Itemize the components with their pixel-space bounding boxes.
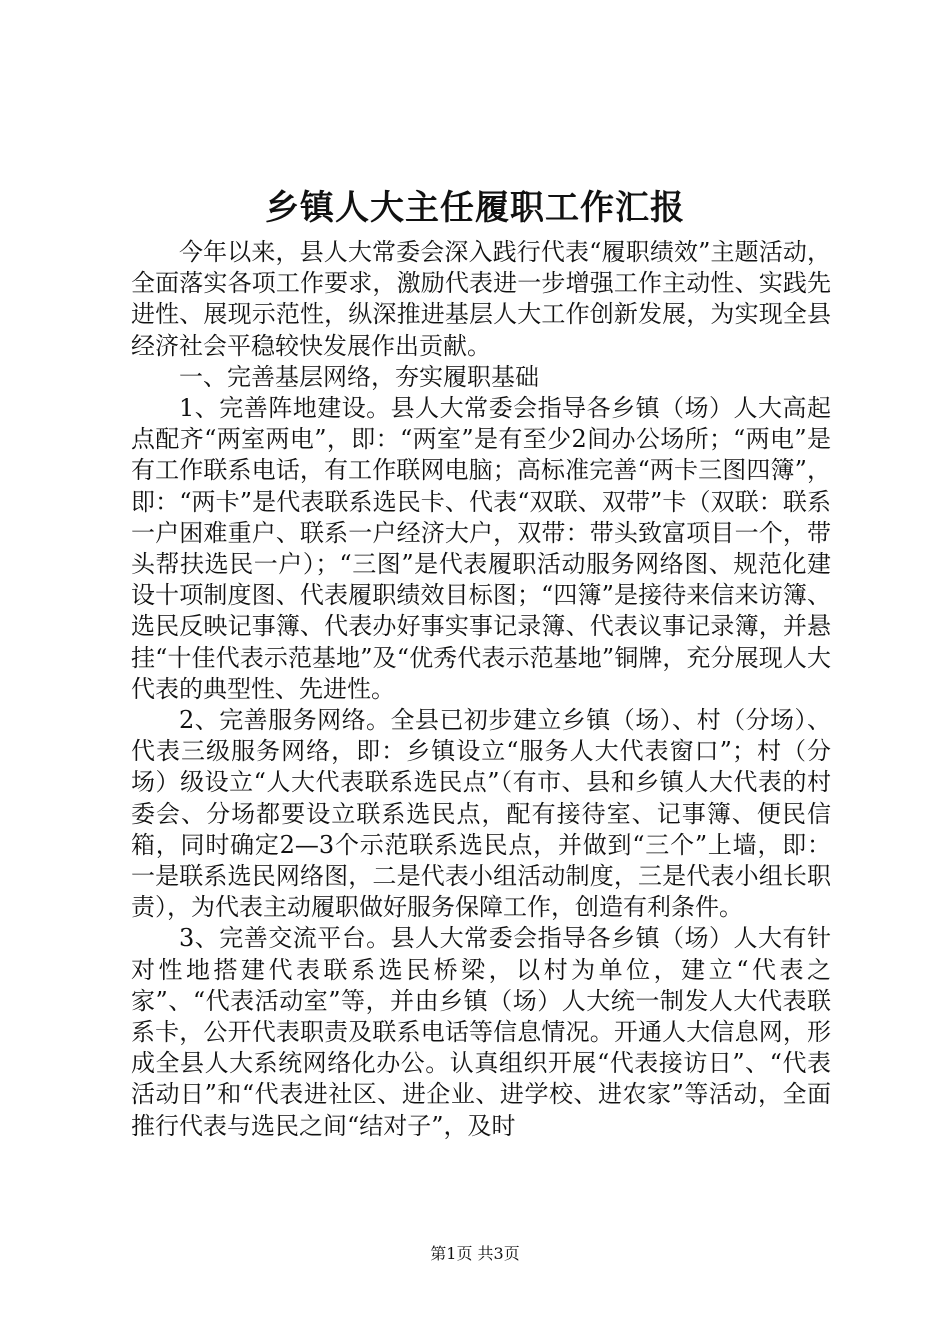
item-1-paragraph: 1、完善阵地建设。县人大常委会指导各乡镇（场）人大高起点配齐“两室两电”，即：“两室”是有至少2间办公场所；“两电”是有工作联系电话，有工作联网电脑；高标准完善“两卡三图四簿”，即：“两卡”是代表联系选民卡、代表“双联、双带”卡（双联：联系一户困难重户、联系一户经济大户，双带：带头致富项目一个，带头帮扶选民一户）；“三图”是代表履职活动服务网络图、规范化建设十项制度图、代表履职绩效目标图；“四簿”是接待来信来访簿、选民反映记事簿、代表办好事实事记录簿、代表议事记录簿，并悬挂“十佳代表示范基地”及“优秀代表示范基地”铜牌，充分展现人大代表的典型性、先进性。 — [131, 394, 831, 703]
page-footer: 第1页 共3页 — [430, 1244, 520, 1263]
document-body — [131, 237, 831, 1142]
document-title: 乡镇人大主任履职工作汇报 — [265, 188, 685, 228]
item-2-paragraph: 2、完善服务网络。全县已初步建立乡镇（场）、村（分场）、代表三级服务网络，即：乡镇设立“服务人大代表窗口”；村（分场）级设立“人大代表联系选民点”（有市、县和乡镇人大代表的村委会、分场都要设立联系选民点，配有接待室、记事簿、便民信箱，同时确定2—3个示范联系选民点，并做到“三个”上墙，即：一是联系选民网络图，二是代表小组活动制度，三是代表小组长职责），为代表主动履职做好服务保障工作，创造有利条件。 — [131, 706, 831, 922]
section-heading: 一、完善基层网络，夯实履职基础 — [179, 362, 539, 391]
intro-paragraph: 今年以来，县人大常委会深入践行代表“履职绩效”主题活动，全面落实各项工作要求，激励代表进一步增强工作主动性、实践先进性、展现示范性，纵深推进基层人大工作创新发展，为实现全县经济社会平稳较快发展作出贡献。 — [131, 238, 831, 360]
item-3-paragraph: 3、完善交流平台。县人大常委会指导各乡镇（场）人大有针对性地搭建代表联系选民桥梁，以村为单位，建立“代表之家”、“代表活动室”等，并由乡镇（场）人大统一制发人大代表联系卡，公开代表职责及联系电话等信息情况。开通人大信息网，形成全县人大系统网络化办公。认真组织开展“代表接访日”、“代表活动日”和“代表进社区、进企业、进学校、进农家”等活动，全面推行代表与选民之间“结对子”，及时 — [131, 924, 831, 1140]
